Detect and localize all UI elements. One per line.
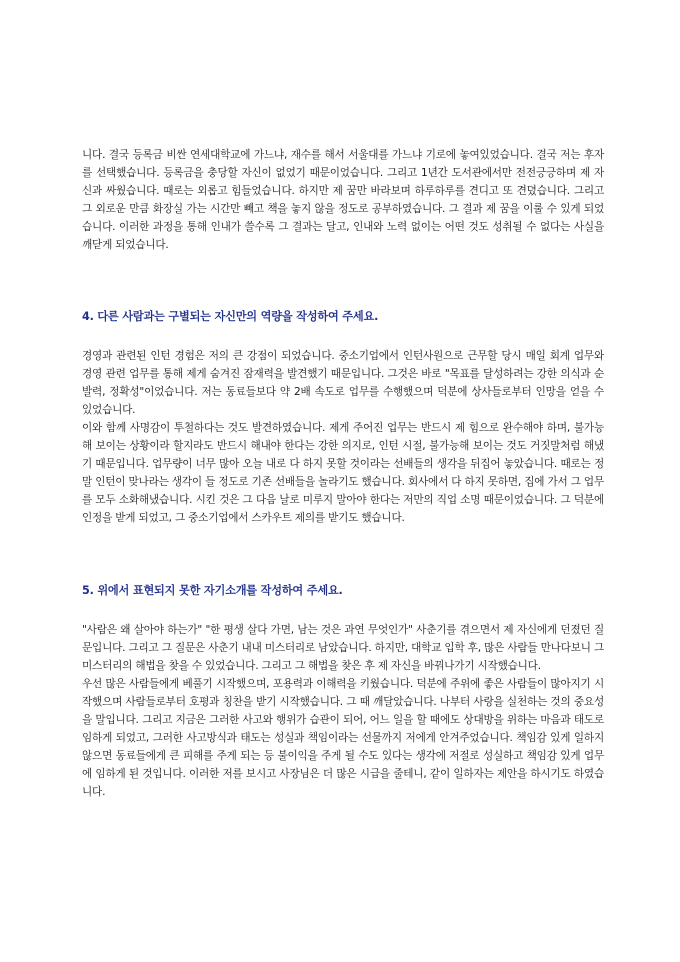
- paragraph-learning-perseverance: 니다. 결국 등록금 비싼 연세대학교에 가느냐, 재수를 해서 서울대를 가느냐 기로에 놓여있었습니다. 결국 저는 후자를 선택했습니다. 등록금을 충당할 자신이 없었기 때문이었습니다. 그리고 1년간 도서관에서만 전전긍긍하며 제 자신과 싸웠습니다. 때로는 외롭고 힘들었습니다. 하지만 제 꿈만 바라보며 하루하루를 견디고 또 견뎠습니다. 그리고 그 외로운 만큼 화장실 가는 시간만 빼고 책을 놓지 않을 정도로 공부하였습니다. 그 결과 제 꿈을 이룰 수 있게 되었습니다. 이러한 과정을 통해 인내가 쓸수록 그 결과는 달고, 인내와 노력 없이는 어떤 것도 성취될 수 없다는 사실을 깨닫게 되었습니다.: [82, 149, 604, 251]
- section-4-paragraph-2: 이와 함께 사명감이 투철하다는 것도 발견하였습니다. 제게 주어진 업무는 반드시 제 힘으로 완수해야 하며, 불가능해 보이는 상황이라 할지라도 반드시 해내야 한다는 강한 의지로, 인턴 시절, 불가능해 보이는 것도 거짓말처럼 해냈기 때문입니다. 업무량이 너무 많아 오늘 내로 다 하지 못할 것이라는 선배들의 생각을 뒤집어 놓았습니다. 때로는 정말 인턴이 맞나라는 생각이 들 정도로 기존 선배들을 놀라기도 했습니다. 회사에서 다 하지 못하면, 집에 가서 그 업무를 모두 소화해냈습니다. 시킨 것은 그 다음 날로 미루지 말아야 한다는 저만의 직업 소명 때문이었습니다. 그 덕분에 인정을 받게 되었고, 그 중소기업에서 스카우트 제의를 받기도 했습니다.: [82, 422, 604, 524]
- section-4-paragraph-1: 경영과 관련된 인턴 경험은 저의 큰 강점이 되었습니다. 중소기업에서 인턴사원으로 근무할 당시 매일 회계 업무와 경영 관련 업무를 통해 제게 숨겨진 잠재력을 발견했기 때문입니다. 그것은 바로 "목표를 달성하려는 강한 의식과 순발력, 정확성"이었습니다. 저는 동료들보다 약 2배 속도로 업무를 수행했으며 덕분에 상사들로부터 인망을 얻을 수 있었습니다.: [82, 350, 604, 416]
- section-5-heading: 5. 위에서 표현되지 못한 자기소개를 작성하여 주세요.: [82, 584, 343, 597]
- section-5-paragraph-2: 우선 많은 사람들에게 베풀기 시작했으며, 포용력과 이해력을 키웠습니다. 덕분에 주위에 좋은 사람들이 많아지기 시작했으며 사람들로부터 호평과 칭찬을 받기 시작했습니다. 그 때 깨달았습니다. 나부터 사랑을 실천하는 것의 중요성을 말입니다. 그리고 지금은 그러한 사고와 행위가 습관이 되어, 어느 일을 할 때에도 상대방을 위하는 마음과 태도로 임하게 되었고, 그러한 사고방식과 태도는 성실과 책임이라는 선물까지 저에게 안겨주었습니다. 책임감 있게 일하지 않으면 동료들에게 큰 피해를 주게 되는 등 불이익을 주게 될 수도 있다는 생각에 저절로 성실하고 책임감 있게 업무에 임하게 된 것입니다. 이러한 저를 보시고 사장님은 더 많은 시급을 줄테니, 같이 일하자는 제안을 하시기도 하였습니다.: [82, 678, 604, 798]
- section-5-body: [82, 621, 604, 801]
- section-5-paragraph-1: "사람은 왜 살아야 하는가" "한 평생 살다 가면, 남는 것은 과연 무엇인가" 사춘기를 겪으면서 제 자신에게 던졌던 질문입니다. 그리고 그 질문은 사춘기 내내 미스터리로 남았습니다. 하지만, 대학교 입학 후, 많은 사람들 만나다보니 그 미스터리의 해법을 찾을 수 있었습니다. 그리고 그 해법을 찾은 후 제 자신을 바꿔나가기 시작했습니다.: [82, 624, 604, 672]
- section-4-heading: 4. 다른 사람과는 구별되는 자신만의 역량을 작성하여 주세요.: [82, 310, 379, 323]
- section-4-body: [82, 347, 604, 527]
